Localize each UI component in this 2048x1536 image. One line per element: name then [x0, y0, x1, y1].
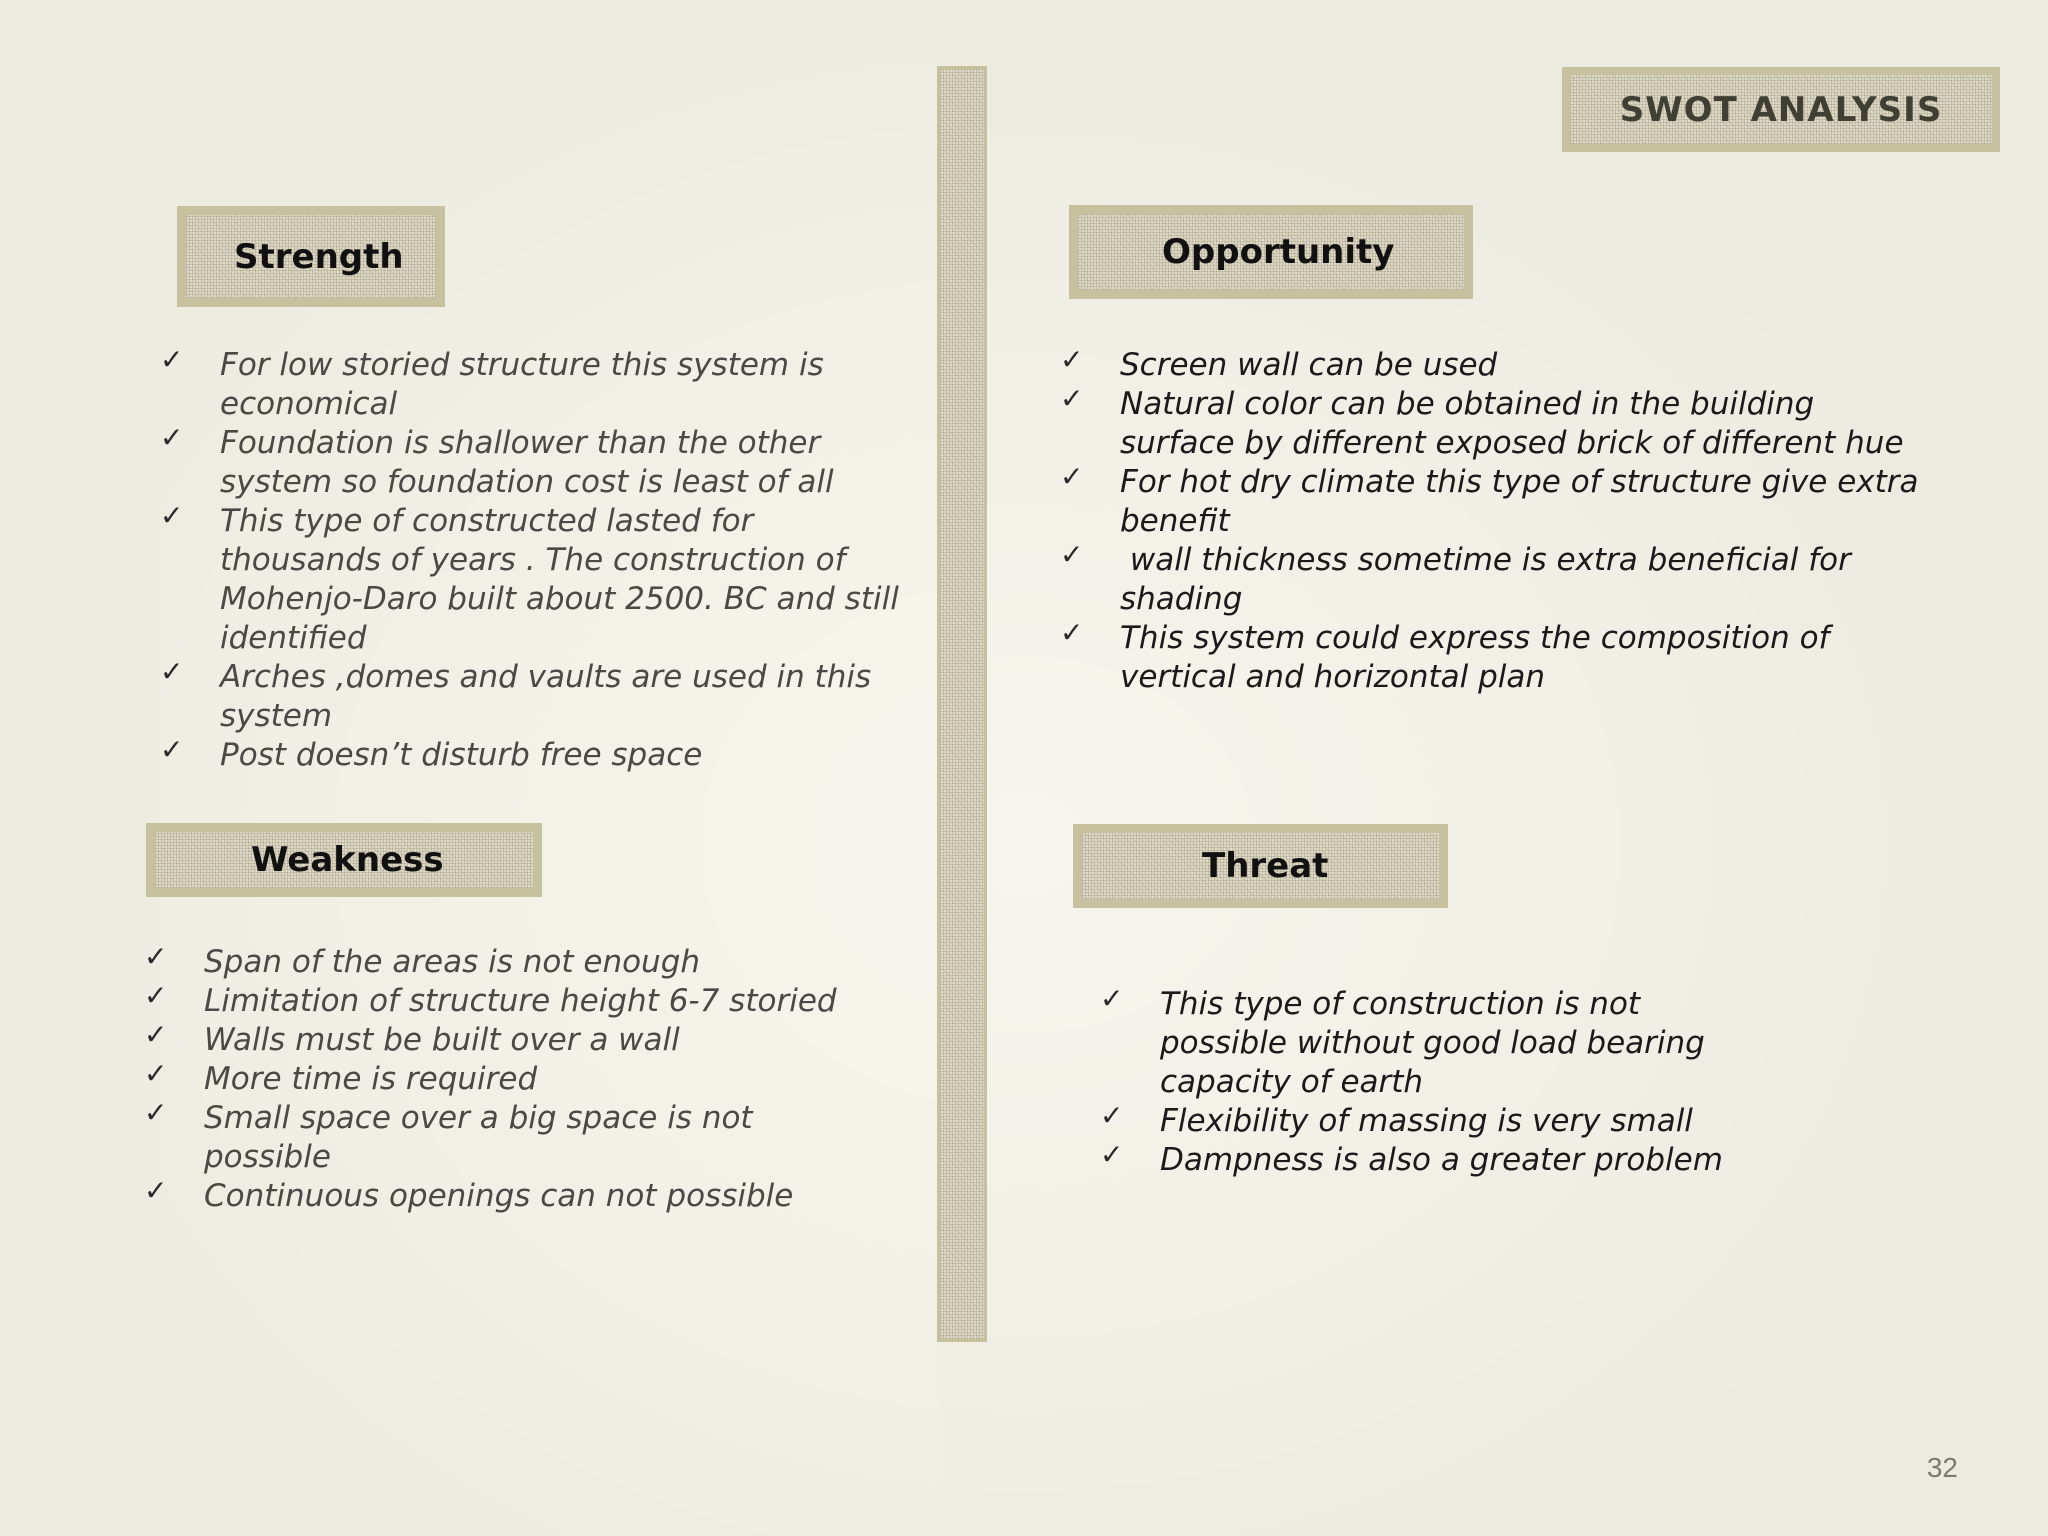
slide-title: SWOT ANALYSIS: [1619, 89, 1943, 130]
list-item: ✓ wall thickness sometime is extra beneficial for shading: [1060, 541, 1900, 619]
check-icon: ✓: [160, 421, 184, 454]
list-item: ✓ Span of the areas is not enough: [144, 943, 904, 982]
slide-title-box: [1562, 67, 2000, 152]
threat-list: [1100, 982, 1800, 1180]
list-item: ✓ Arches ,domes and vaults are used in this system: [160, 658, 920, 736]
list-item: ✓ More time is required: [144, 1060, 904, 1099]
check-icon: ✓: [1060, 382, 1084, 415]
weakness-label-box: [146, 823, 542, 897]
opportunity-list: [1060, 343, 1920, 697]
check-icon: ✓: [1060, 616, 1084, 649]
opportunity-label-box: [1069, 205, 1473, 299]
check-icon: ✓: [1100, 1138, 1124, 1171]
check-icon: ✓: [1100, 982, 1124, 1015]
check-icon: ✓: [144, 940, 168, 973]
strength-list: [160, 343, 920, 775]
check-icon: ✓: [160, 733, 184, 766]
strength-label: Strength: [234, 236, 404, 277]
list-item: ✓ This system could express the composition of vertical and horizontal plan: [1060, 619, 1900, 697]
check-icon: ✓: [160, 343, 184, 376]
check-icon: ✓: [144, 1096, 168, 1129]
weakness-list: [144, 940, 904, 1216]
list-item: ✓ Small space over a big space is not possible: [144, 1099, 764, 1177]
list-item: ✓ Dampness is also a greater problem: [1100, 1141, 1800, 1180]
list-item: ✓ Screen wall can be used: [1060, 346, 1920, 385]
list-item: ✓ Walls must be built over a wall: [144, 1021, 904, 1060]
threat-label: Threat: [1202, 846, 1329, 886]
list-item: ✓ Flexibility of massing is very small: [1100, 1102, 1800, 1141]
opportunity-label: Opportunity: [1162, 232, 1395, 272]
list-item: ✓ Foundation is shallower than the other system so foundation cost is least of all: [160, 424, 920, 502]
list-item: ✓ This type of constructed lasted for thousands of years . The construction of Mohenjo-Daro built about 2500. BC and still identified: [160, 502, 920, 658]
check-icon: ✓: [144, 1057, 168, 1090]
check-icon: ✓: [1060, 460, 1084, 493]
check-icon: ✓: [144, 1018, 168, 1051]
check-icon: ✓: [160, 499, 184, 532]
threat-label-box: [1073, 824, 1448, 908]
check-icon: ✓: [144, 979, 168, 1012]
list-item: ✓ This type of construction is not possible without good load bearing capacity of earth: [1100, 985, 1760, 1102]
strength-label-box: [177, 206, 445, 307]
check-icon: ✓: [1060, 538, 1084, 571]
check-icon: ✓: [1100, 1099, 1124, 1132]
list-item: ✓ Continuous openings can not possible: [144, 1177, 904, 1216]
list-item: ✓ For hot dry climate this type of structure give extra benefit: [1060, 463, 1920, 541]
check-icon: ✓: [160, 655, 184, 688]
list-item: ✓ Natural color can be obtained in the building surface by different exposed brick of different hue: [1060, 385, 1920, 463]
weakness-label: Weakness: [251, 840, 444, 880]
check-icon: ✓: [144, 1174, 168, 1207]
list-item: ✓ For low storied structure this system is economical: [160, 346, 920, 424]
list-item: ✓ Limitation of structure height 6-7 storied: [144, 982, 904, 1021]
check-icon: ✓: [1060, 343, 1084, 376]
center-divider-bar: [937, 66, 987, 1342]
page-number: 32: [1926, 1452, 1958, 1483]
list-item: ✓ Post doesn’t disturb free space: [160, 736, 920, 775]
